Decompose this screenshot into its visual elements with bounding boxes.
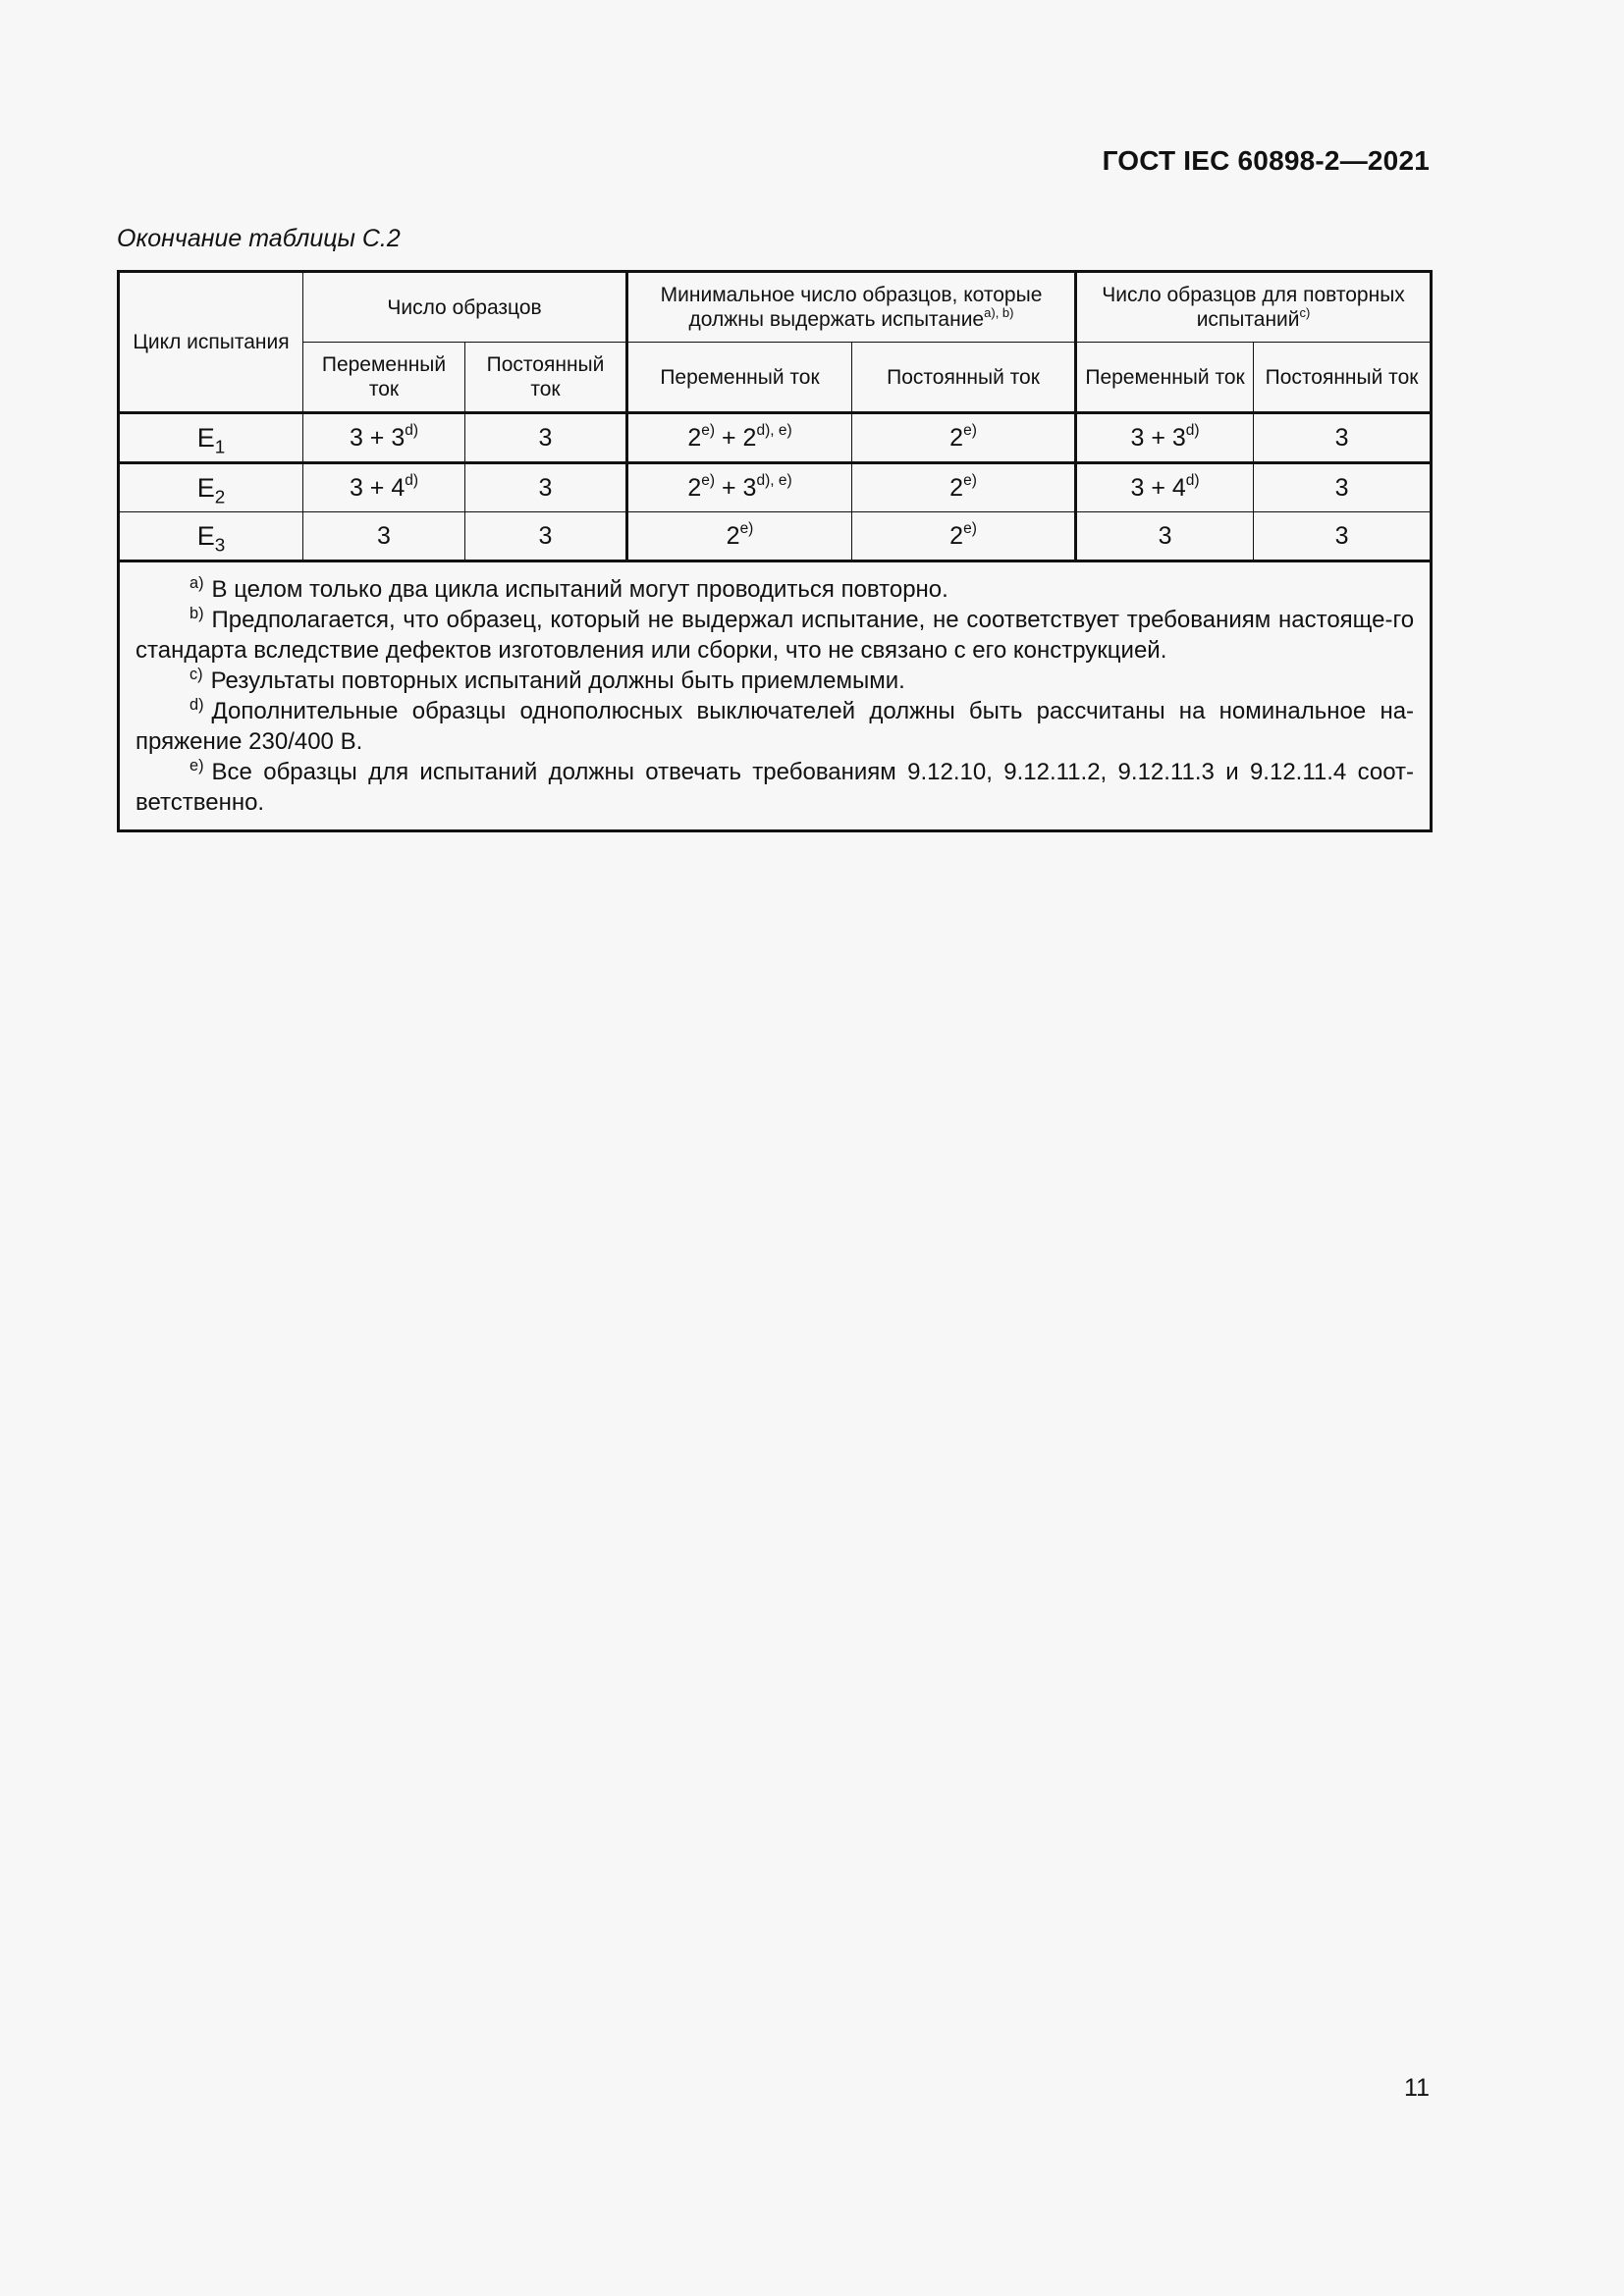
cell: 3 [1254,413,1432,463]
document-id: ГОСТ IEC 60898-2—2021 [1102,145,1430,176]
table-header-row-1 [119,272,1432,343]
cell: 3 [465,413,627,463]
cell: 3 [1254,463,1432,512]
footnote: $^{d)}$ Дополнительные образцы однополюсных выключателей должны быть рассчитаны на номинальное на-пряжение 230/400 В. [135,696,1415,755]
header-min-samples: Минимальное число образцов, которые должны выдержать испытание$^{a), b)}$ [627,272,1076,343]
subheader-ac: Переменный ток [627,343,852,413]
cell: $2^{e)} + 2^{d), e)}$ [627,413,852,463]
cell: $3 + 3^{d)}$ [303,413,465,463]
table-header-row-2 [119,343,1432,413]
cycle-cell: $E_3$ [119,512,303,561]
header-sample-count: Число образцов [303,272,627,343]
subheader-ac: Переменный ток [303,343,465,413]
footnote: $^{e)}$ Все образцы для испытаний должны отвечать требованиям 9.12.10, 9.12.11.2, 9.12.11.3 и 9.12.11.4 соот-ветственно. [135,757,1415,816]
subheader-ac: Переменный ток [1076,343,1254,413]
table-row [119,413,1432,463]
table-notes-row [119,561,1432,831]
cell: 3 [303,512,465,561]
cell: $2^{e)} + 3^{d), e)}$ [627,463,852,512]
cell: $3 + 4^{d)}$ [303,463,465,512]
table-caption: Окончание таблицы С.2 [117,225,401,252]
subheader-dc: Постоянный ток [465,343,627,413]
cycle-cell: $E_1$ [119,413,303,463]
cycle-cell: $E_2$ [119,463,303,512]
footnote: $^{a)}$ В целом только два цикла испытаний могут проводиться повторно. [189,574,948,603]
cell: 3 [465,463,627,512]
subheader-dc: Постоянный ток [1254,343,1432,413]
cell: 3 [1254,512,1432,561]
header-retest-samples: Число образцов для повторных испытаний$^{c)}$ [1076,272,1432,343]
table-notes [119,561,1432,831]
cell: 2$^{e)}$ [627,512,852,561]
cell: 3 [1076,512,1254,561]
samples-table [117,270,1433,832]
page-number: 11 [1404,2074,1430,2102]
header-cycle: Цикл испытания [119,272,303,413]
cell: 2$^{e)}$ [852,512,1076,561]
subheader-dc: Постоянный ток [852,343,1076,413]
cell: 2$^{e)}$ [852,413,1076,463]
cell: $3 + 4^{d)}$ [1076,463,1254,512]
table-row [119,512,1432,561]
footnote: $^{b)}$ Предполагается, что образец, который не выдержал испытание, не соответствует требованиям настояще-го стандарта вследствие дефектов изготовления или сборки, что не связано с его конструкцией. [135,605,1415,664]
cell: $3 + 3^{d)}$ [1076,413,1254,463]
footnote: $^{c)}$ Результаты повторных испытаний должны быть приемлемыми. [189,666,905,694]
cell: 3 [465,512,627,561]
table-row [119,463,1432,512]
cell: 2$^{e)}$ [852,463,1076,512]
